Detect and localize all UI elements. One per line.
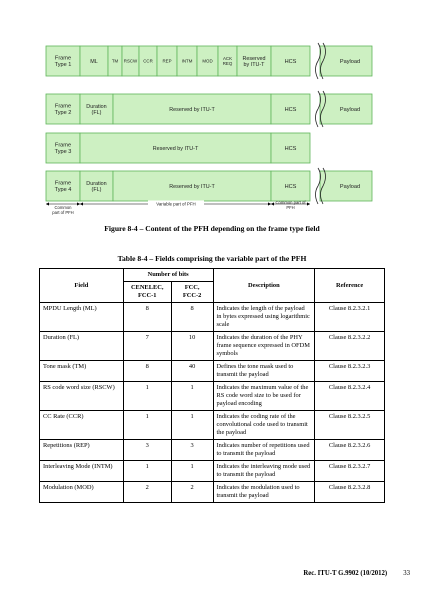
cell-description: Indicates the length of the payload in bytes expressed using logarithmic scale: [213, 303, 315, 332]
arrow-head: [271, 202, 274, 205]
frame-type-label: Frame Type 1: [54, 55, 72, 69]
pfh-field-label: Duration (FL): [86, 103, 107, 116]
cell-reference: Clause 8.2.3.2.8: [315, 482, 385, 503]
frame-type-label: Frame Type 4: [54, 180, 72, 194]
cell-reference: Clause 8.2.3.2.5: [315, 411, 385, 440]
header-reference: Reference: [315, 269, 385, 303]
payload-label: Payload: [339, 107, 361, 113]
cell-reference: Clause 8.2.3.2.6: [315, 440, 385, 461]
footer-doc: Rec. ITU-T G.9902 (10/2012): [303, 570, 388, 577]
frame-row: [46, 168, 372, 204]
pfh-field-label: REP: [162, 58, 172, 64]
table-row: [40, 332, 385, 361]
table-row: [40, 411, 385, 440]
pfh-field-label: Reserved by ITU-T: [152, 145, 199, 152]
pfh-field-label: TM: [111, 58, 119, 64]
payload-label: Payload: [339, 184, 361, 190]
cell-description: Indicates the coding rate of the convolutional code used to transmit the payload: [213, 411, 315, 440]
table-body: [40, 303, 385, 503]
pfh-field-label: MOD: [202, 58, 213, 64]
cell-cenelec: 7: [123, 332, 171, 361]
common-part-label-right: Common part of PFH: [275, 200, 306, 210]
cell-cenelec: 3: [123, 440, 171, 461]
page-footer: [0, 570, 410, 577]
cell-cenelec: 8: [123, 361, 171, 382]
cell-description: Indicates the modulation used to transmit the payload: [213, 482, 315, 503]
cell-fcc2: 40: [171, 361, 213, 382]
header-cenelec: CENELEC, FCC-1: [123, 282, 171, 303]
cell-reference: Clause 8.2.3.2.1: [315, 303, 385, 332]
cell-fcc2: 1: [171, 461, 213, 482]
frame-type-label: Frame Type 3: [54, 142, 72, 156]
header-number-of-bits: Number of bits: [123, 269, 213, 282]
cell-fcc2: 1: [171, 411, 213, 440]
table-row: [40, 461, 385, 482]
cell-field: Interleaving Mode (INTM): [40, 461, 124, 482]
table-row: [40, 382, 385, 411]
page-number: 33: [403, 570, 410, 577]
arrow-head: [77, 202, 80, 205]
header-description: Description: [213, 269, 315, 303]
cell-fcc2: 2: [171, 482, 213, 503]
hcs-label: HCS: [284, 59, 297, 65]
cell-reference: Clause 8.2.3.2.7: [315, 461, 385, 482]
variable-part-label: Variable part of PFH: [156, 201, 196, 207]
cell-fcc2: 10: [171, 332, 213, 361]
cell-cenelec: 8: [123, 303, 171, 332]
common-part-label-left: Common part of PFH: [52, 205, 74, 215]
table-caption: Table 8-4 – Fields comprising the variable part of the PFH: [117, 254, 307, 263]
cell-reference: Clause 8.2.3.2.3: [315, 361, 385, 382]
cell-field: RS code word size (RSCW): [40, 382, 124, 411]
table-row: [40, 303, 385, 332]
pfh-field-label: Reserved by ITU-T: [169, 106, 215, 113]
cell-cenelec: 1: [123, 411, 171, 440]
frame-type-label: Frame Type 2: [54, 103, 72, 117]
cell-reference: Clause 8.2.3.2.2: [315, 332, 385, 361]
cell-field: Modulation (MOD): [40, 482, 124, 503]
cell-description: Indicates the duration of the PHY frame sequence expressed in OFDM symbols: [213, 332, 315, 361]
pfh-field-label: Reserved by ITU-T: [242, 55, 266, 68]
cell-cenelec: 2: [123, 482, 171, 503]
cell-field: Repetitions (REP): [40, 440, 124, 461]
arrow-head: [307, 202, 310, 205]
cell-fcc2: 8: [171, 303, 213, 332]
cell-reference: Clause 8.2.3.2.4: [315, 382, 385, 411]
arrow-head: [80, 202, 83, 205]
cell-fcc2: 1: [171, 382, 213, 411]
pfh-field-label: RSCW: [123, 58, 138, 64]
pfh-field-label: ACK REQ: [222, 56, 233, 67]
diagram-bottom-labels: [46, 200, 310, 215]
pfh-field-label: ML: [90, 58, 98, 65]
pfh-field-label: INTM: [181, 58, 193, 64]
hcs-label: HCS: [284, 184, 297, 190]
hcs-label: HCS: [284, 107, 297, 113]
payload-label: Payload: [339, 59, 361, 65]
pfh-field-label: CCR: [143, 58, 153, 64]
arrow-head: [268, 202, 271, 205]
header-fcc2: FCC, FCC-2: [171, 282, 213, 303]
cell-field: Tone mask (TM): [40, 361, 124, 382]
cell-cenelec: 1: [123, 382, 171, 411]
cell-field: MPDU Length (ML): [40, 303, 124, 332]
cell-cenelec: 1: [123, 461, 171, 482]
fields-table: [39, 268, 385, 503]
table-row: [40, 440, 385, 461]
figure-caption: Figure 8-4 – Content of the PFH depending on the frame type field: [104, 224, 320, 233]
cell-field: Duration (FL): [40, 332, 124, 361]
cell-description: Indicates the maximum value of the RS code word size to be used for payload encoding: [213, 382, 315, 411]
header-field: Field: [40, 269, 124, 303]
arrow-head: [46, 202, 49, 205]
cell-field: CC Rate (CCR): [40, 411, 124, 440]
table-row: [40, 482, 385, 503]
cell-description: Indicates the interleaving mode used to transmit the payload: [213, 461, 315, 482]
cell-fcc2: 3: [171, 440, 213, 461]
frame-row: [46, 133, 310, 163]
hcs-label: HCS: [284, 146, 297, 152]
table-row: [40, 361, 385, 382]
pfh-field-label: Duration (FL): [86, 180, 107, 193]
diagram-rows: [46, 43, 372, 204]
cell-description: Defines the tone mask used to transmit the payload: [213, 361, 315, 382]
frame-row: [46, 91, 372, 127]
frame-row: [46, 43, 372, 79]
frame-type-diagram: [0, 0, 424, 220]
pfh-field-label: Reserved by ITU-T: [169, 183, 215, 190]
table-header-row: [40, 269, 385, 282]
cell-description: Indicates number of repetitions used to transmit the payload: [213, 440, 315, 461]
